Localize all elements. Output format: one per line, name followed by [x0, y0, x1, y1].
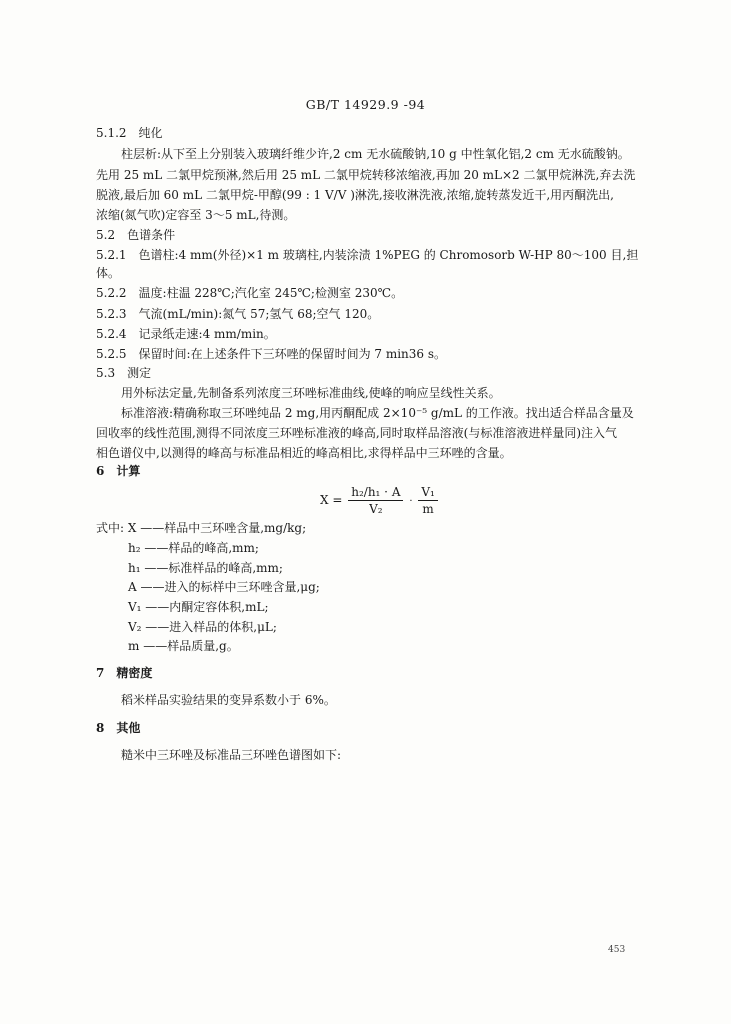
paragraph-line: 先用 25 mL 二氯甲烷预淋,然后用 25 mL 二氯甲烷转移浓缩液,再加 20 mL×2 二氯甲烷淋洗,弃去洗 [96, 168, 636, 182]
variable-definition: V₁ ——内酮定容体积,mL; [128, 600, 269, 614]
fraction-2-denominator: m [422, 502, 434, 516]
fraction-2-numerator: V₁ [418, 485, 437, 501]
variable-definition: m ——样品质量,g。 [128, 639, 239, 653]
paragraph-line: 相色谱仪中,以测得的峰高与标准品相近的峰高相比,求得样品中三环唑的含量。 [96, 446, 512, 460]
section-5-2-2: 5.2.2 温度:柱温 228℃;汽化室 245℃;检测室 230℃。 [96, 286, 404, 300]
page-number: 453 [608, 945, 626, 955]
section-5-2-1-cont: 体。 [96, 266, 121, 280]
formula-where: 式中: X ——样品中三环唑含量,mg/kg; [96, 521, 307, 535]
section-6-title: 6 计算 [96, 464, 141, 478]
fraction-1 [348, 485, 403, 516]
paragraph-line: 标准溶液:精确称取三环唑纯品 2 mg,用丙酮配成 2×10⁻⁵ g/mL 的工作液。找出适合样品含量及 [121, 406, 634, 420]
paragraph-line: 回收率的线性范围,测得不同浓度三环唑标准液的峰高,同时取样品溶液(与标准溶液进样量同)注入气 [96, 426, 617, 440]
section-5-3-title: 5.3 测定 [96, 366, 152, 380]
section-5-2-5: 5.2.5 保留时间:在上述条件下三环唑的保留时间为 7 min36 s。 [96, 347, 447, 361]
variable-definition: h₁ ——标准样品的峰高,mm; [128, 561, 283, 575]
section-8-text: 糙米中三环唑及标准品三环唑色谱图如下: [121, 748, 342, 762]
section-5-2-4: 5.2.4 记录纸走速:4 mm/min。 [96, 327, 276, 341]
paragraph-line: 脱液,最后加 60 mL 二氯甲烷-甲醇(99 : 1 V/V )淋洗,接收淋洗液,浓缩,旋转蒸发近干,用丙酮洗出, [96, 188, 614, 202]
paragraph-line: 柱层析:从下至上分别装入玻璃纤维少许,2 cm 无水硫酸钠,10 g 中性氧化铝,2 cm 无水硫酸钠。 [121, 147, 630, 161]
variable-definition: A ——进入的标样中三环唑含量,μg; [128, 580, 320, 594]
calculation-formula [320, 485, 440, 516]
standard-header: GB/T 14929.9 -94 [305, 97, 426, 112]
section-7-text: 稻米样品实验结果的变异系数小于 6%。 [121, 693, 336, 707]
fraction-2 [418, 485, 437, 516]
paragraph-line: 浓缩(氮气吹)定容至 3～5 mL,待测。 [96, 208, 296, 222]
section-5-2-title: 5.2 色谱条件 [96, 228, 176, 242]
paragraph-line: 用外标法定量,先制备系列浓度三环唑标准曲线,使峰的响应呈线性关系。 [121, 386, 501, 400]
variable-definition: h₂ ——样品的峰高,mm; [128, 541, 259, 555]
fraction-1-numerator: h₂/h₁ · A [348, 485, 403, 501]
section-5-1-2-title: 5.1.2 纯化 [96, 126, 163, 140]
variable-definition: V₂ ——进入样品的体积,μL; [128, 620, 277, 634]
formula-lhs: X = [320, 493, 343, 507]
section-5-2-1: 5.2.1 色谱柱:4 mm(外径)×1 m 玻璃柱,内装涂渍 1%PEG 的 Chromosorb W-HP 80～100 目,担 [96, 248, 639, 262]
section-5-2-3: 5.2.3 气流(mL/min):氮气 57;氢气 68;空气 120。 [96, 307, 380, 321]
section-8-title: 8 其他 [96, 721, 141, 735]
section-7-title: 7 精密度 [96, 666, 153, 680]
fraction-1-denominator: V₂ [369, 502, 383, 516]
formula-dot: · [409, 496, 413, 507]
